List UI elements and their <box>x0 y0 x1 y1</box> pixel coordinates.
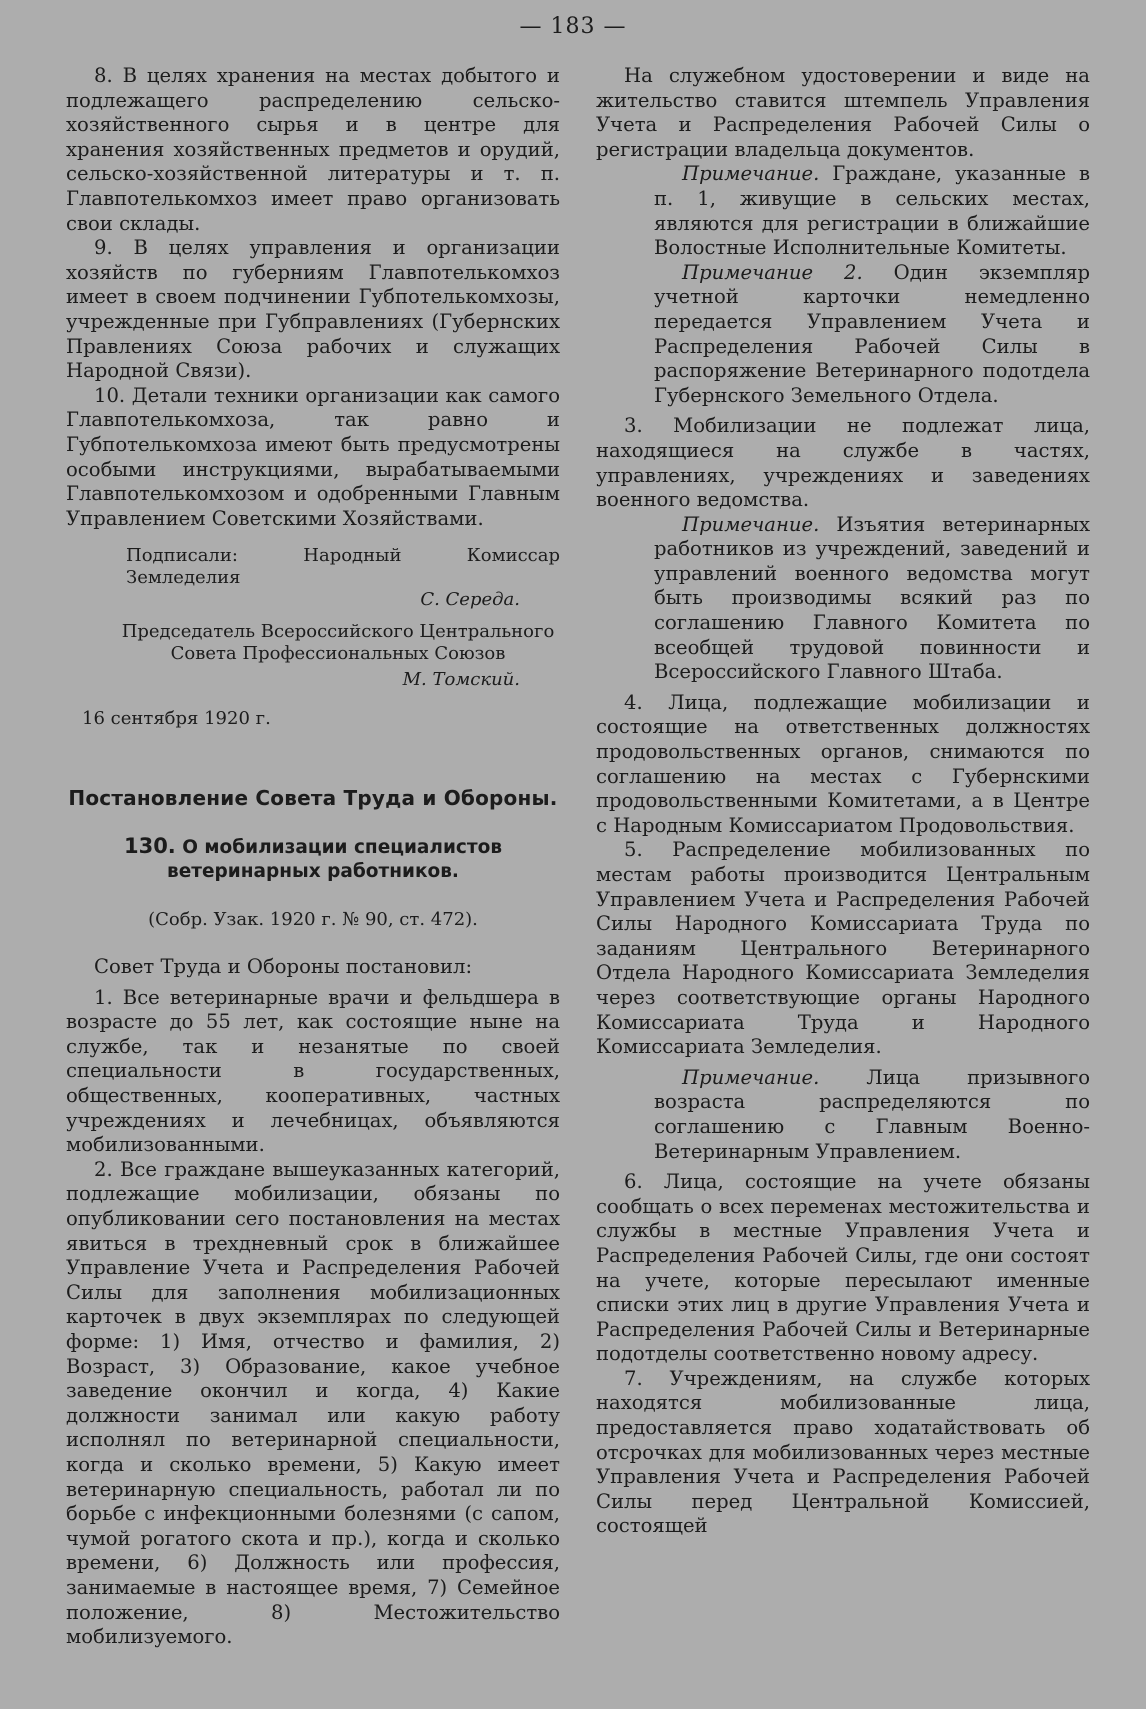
signer-sereda: С. Середа. <box>420 589 520 611</box>
law-title-text: О мобилизации специалистов ветеринарных работников. <box>167 837 503 883</box>
note-3-label: Примечание. <box>682 512 820 536</box>
paragraph-2-cont: На служебном удостоверении и виде на жительство ставится штемпель Управления Учета и Распределения Рабочей Силы о регистрации владельца документов. <box>596 64 1090 161</box>
left-column <box>66 64 560 1650</box>
paragraph-4: 4. Лица, подлежащие мобилизации и состоящие на ответственных должностях продовольственных органов, снимаются по соглашению на местах с Губернскими продовольственными Комитетами, а в Центре с Народным Комиссариатом Продовольствия. <box>596 690 1090 837</box>
note-3 <box>654 513 1090 685</box>
note-3-text: Изъятия ветеринарных работников из учреждений, заведений и управлений военного ведомства могут быть производимы всякий раз по соглашению Главного Комитета по всеобщей трудовой повинности и Всероссийского Главного Штаба. <box>654 512 1090 684</box>
paragraph-6: 6. Лица, состоящие на учете обязаны сообщать о всех переменах местожительства и службы в местные Управления Учета и Распределения Рабочей Силы, где они состоят на учете, которые пересылают именные списки этих лиц в другие Управления Учета и Распределения Рабочей Силы и Ветеринарные подотделы соответственно новому адресу. <box>596 1170 1090 1366</box>
note-4-label: Примечание. <box>682 1065 820 1089</box>
signature-block <box>126 545 560 611</box>
note-1-text: Граждане, указанные в п. 1, живущие в сельских местах, являются для регистрации в ближайшие Волостные Исполнительные Комитеты. <box>654 162 1090 260</box>
paragraph-10: 10. Детали техники организации как самого Главпотелькомхоза, так равно и Губпотелькомхоза имеют быть предусмотрены особыми инструкциями, вырабатываемыми Главпотелькомхозом и одобренными Главным Управлением Советскими Хозяйствами. <box>66 383 560 530</box>
paragraph-2: 2. Все граждане вышеуказанных категорий, подлежащие мобилизации, обязаны по опубликовании сего постановления на местах явиться в трехдневный срок в ближайшее Управление Учета и Распределения Рабочей Силы для заполнения мобилизационных карточек в двух экземплярах по следующей форме: 1) Имя, отчество и фамилия, 2) Возраст, 3) Образование, какое учебное заведение окончил и когда, 4) Какие должности занимал или какую работу исполнял по ветеринарной специальности, когда и сколько времени, 5) Какую имеет ветеринарную специальность, работал ли по борьбе с инфекционными болезнями (с сапом, чумой рогатого скота и пр.), когда и сколько времени, 6) Должность или профессия, занимаемые в настоящее время, 7) Семейное положение, 8) Местожительство мобилизуемого. <box>66 1157 560 1649</box>
paragraph-5: 5. Распределение мобилизованных по местам работы производится Центральным Управлением Учета и Распределения Рабочей Силы Народного Комиссариата Труда по заданиям Центрального Ветеринарного Отдела Народного Комиссариата Земледелия через соответствующие органы Народного Комиссариата Труда и Народного Комиссариата Земледелия. <box>596 838 1090 1059</box>
law-source: (Собр. Узак. 1920 г. № 90, ст. 472). <box>148 909 478 931</box>
signed-label: Подписали: Народный Комиссар Земледелия <box>126 545 560 589</box>
paragraph-7: 7. Учреждениям, на службе которых находятся мобилизованные лица, предоставляется право ходатайствовать об отсрочках для мобилизованных через местные Управления Учета и Распределения Рабочей Силы перед Центральной Комиссией, состоящей <box>596 1366 1090 1538</box>
page-number: — 183 — <box>519 14 627 39</box>
law-title <box>66 834 560 884</box>
note-1 <box>654 162 1090 260</box>
right-column <box>596 64 1090 1539</box>
signature-block-2 <box>126 669 560 691</box>
document-date: 16 сентября 1920 г. <box>82 708 271 730</box>
note-2 <box>654 261 1090 409</box>
note-1-label: Примечание. <box>682 162 820 186</box>
paragraph-9: 9. В целях управления и организации хозяйств по губерниям Главпотелькомхоз имеет в своем подчинении Губпотелькомхозы, учрежденные при Губправлениях (Губернских Правлениях Союза рабочих и служащих Народной Связи). <box>66 236 560 383</box>
signer-tomsky: М. Томский. <box>402 669 520 691</box>
paragraph-3: 3. Мобилизации не подлежат лица, находящиеся на службе в частях, управлениях, учреждениях и заведениях военного ведомства. <box>596 414 1090 512</box>
note-2-label: Примечание 2. <box>682 260 863 284</box>
law-number: 130. <box>123 834 176 859</box>
note-2-text: Один экземпляр учетной карточки немедленно передается Управлением Учета и Распределения Рабочей Силы в распоряжение Ветеринарного подотдела Губернского Земельного Отдела. <box>654 260 1090 407</box>
section-title: Постановление Совета Труда и Обороны. <box>68 785 558 810</box>
paragraph-1: 1. Все ветеринарные врачи и фельдшера в возрасте до 55 лет, как состоящие ныне на службе, так и незанятые по своей специальности в государственных, общественных, кооперативных, частных учреждениях и лечебницах, объявляются мобилизованными. <box>66 985 560 1157</box>
paragraph-8: 8. В целях хранения на местах добытого и подлежащего распределению сельско-хозяйственного сырья и в центре для хранения хозяйственных предметов и орудий, сельско-хозяйственной литературы и т. п. Главпотелькомхоз имеет право организовать свои склады. <box>66 64 560 235</box>
note-4-text: Лица призывного возраста распределяются по соглашению с Главным Военно-Ветеринарным Управлением. <box>654 1065 1091 1163</box>
chair-title: Председатель Всероссийского Центрального Совета Профессиональных Союзов <box>121 621 555 665</box>
note-4 <box>654 1066 1090 1164</box>
resolution-lead: Совет Труда и Обороны постановил: <box>94 955 473 979</box>
